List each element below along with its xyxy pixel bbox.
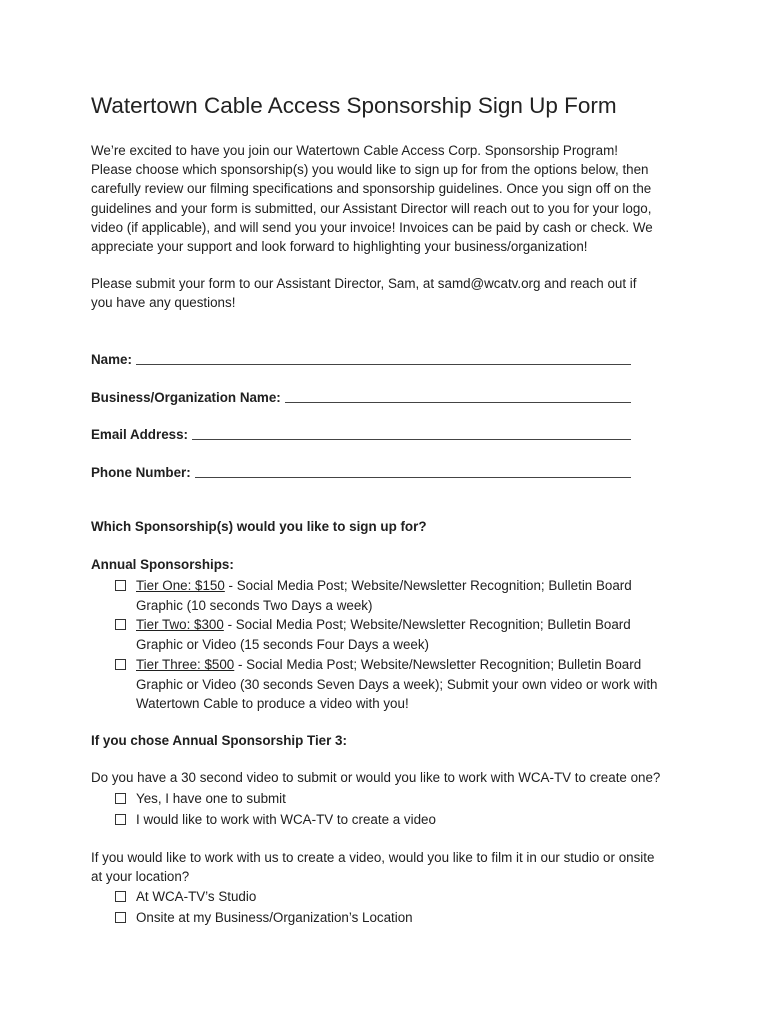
intro-paragraph	[91, 141, 691, 256]
video-create-label: I would like to work with WCA-TV to create a video	[136, 812, 436, 827]
name-blank-line[interactable]	[136, 350, 631, 365]
intro-line: carefully review our filming specifications and sponsorship guidelines. Once you sign off on the	[91, 181, 652, 197]
business-label: Business/Organization Name:	[91, 390, 281, 405]
video-create-checkbox[interactable]	[115, 814, 126, 825]
email-label: Email Address:	[91, 427, 188, 442]
intro-line: appreciate your support and look forward to highlighting your business/organization!	[91, 239, 588, 255]
studio-checkbox[interactable]	[115, 891, 126, 902]
intro-line: We’re excited to have you join our Watertown Cable Access Corp. Sponsorship Program!	[91, 143, 618, 158]
tier-three-detail: Watertown Cable to produce a video with you!	[136, 696, 409, 711]
phone-field[interactable]	[91, 462, 631, 480]
sponsorship-question: Which Sponsorship(s) would you like to sign up for?	[91, 519, 427, 534]
video-submit-label: Yes, I have one to submit	[136, 791, 286, 806]
tier-three-detail: Graphic or Video (30 seconds Seven Days a week); Submit your own video or work with	[136, 676, 658, 692]
business-blank-line[interactable]	[285, 388, 631, 403]
submit-line: you have any questions!	[91, 295, 236, 311]
tier-one-checkbox[interactable]	[115, 580, 126, 591]
business-field[interactable]	[91, 387, 631, 405]
name-field[interactable]	[91, 349, 631, 367]
email-field[interactable]	[91, 424, 631, 442]
video-submit-checkbox[interactable]	[115, 793, 126, 804]
intro-line: guidelines and your form is submitted, our Assistant Director will reach out to you for your logo,	[91, 200, 652, 216]
submit-paragraph	[91, 274, 691, 312]
video-question-line: Do you have a 30 second video to submit or would you like to work with WCA-TV to create one?	[91, 770, 661, 785]
studio-label: At WCA-TV’s Studio	[136, 889, 257, 904]
tier3-heading: If you chose Annual Sponsorship Tier 3:	[91, 733, 347, 748]
page-title: Watertown Cable Access Sponsorship Sign Up Form	[91, 93, 617, 118]
tier-one-link[interactable]: Tier One: $150	[136, 578, 225, 593]
intro-line: Please choose which sponsorship(s) you would like to sign up for from the options below, then	[91, 162, 649, 178]
location-question-line: If you would like to work with us to create a video, would you like to film it in our studio or onsite	[91, 850, 655, 865]
location-question	[91, 848, 654, 886]
tier-two-checkbox[interactable]	[115, 619, 126, 630]
tier-two-text	[136, 615, 631, 654]
tier-three-checkbox[interactable]	[115, 659, 126, 670]
intro-line: video (if applicable), and will send you your invoice! Invoices can be paid by cash or check. We	[91, 219, 653, 235]
tier-two-link[interactable]: Tier Two: $300	[136, 617, 224, 632]
tier-one-description: - Social Media Post; Website/Newsletter Recognition; Bulletin Board	[224, 578, 632, 593]
name-label: Name:	[91, 352, 132, 367]
tier-three-link[interactable]: Tier Three: $500	[136, 657, 235, 672]
tier-three-text	[136, 655, 658, 714]
onsite-label: Onsite at my Business/Organization’s Location	[136, 910, 413, 925]
tier-three-description: - Social Media Post; Website/Newsletter Recognition; Bulletin Board	[234, 657, 642, 672]
email-blank-line[interactable]	[192, 425, 631, 440]
tier-two-description: - Social Media Post; Website/Newsletter Recognition; Bulletin Board	[223, 617, 631, 632]
phone-blank-line[interactable]	[195, 463, 631, 478]
video-question	[91, 768, 660, 787]
submit-line: Please submit your form to our Assistant Director, Sam, at samd@wcatv.org and reach out if	[91, 276, 637, 291]
location-question-line: at your location?	[91, 869, 190, 885]
onsite-checkbox[interactable]	[115, 912, 126, 923]
tier-two-detail: Graphic or Video (15 seconds Four Days a week)	[136, 636, 429, 652]
annual-sponsorships-heading: Annual Sponsorships:	[91, 557, 234, 572]
tier-one-text	[136, 576, 632, 615]
tier-one-detail: Graphic (10 seconds Two Days a week)	[136, 597, 373, 613]
phone-label: Phone Number:	[91, 465, 191, 480]
